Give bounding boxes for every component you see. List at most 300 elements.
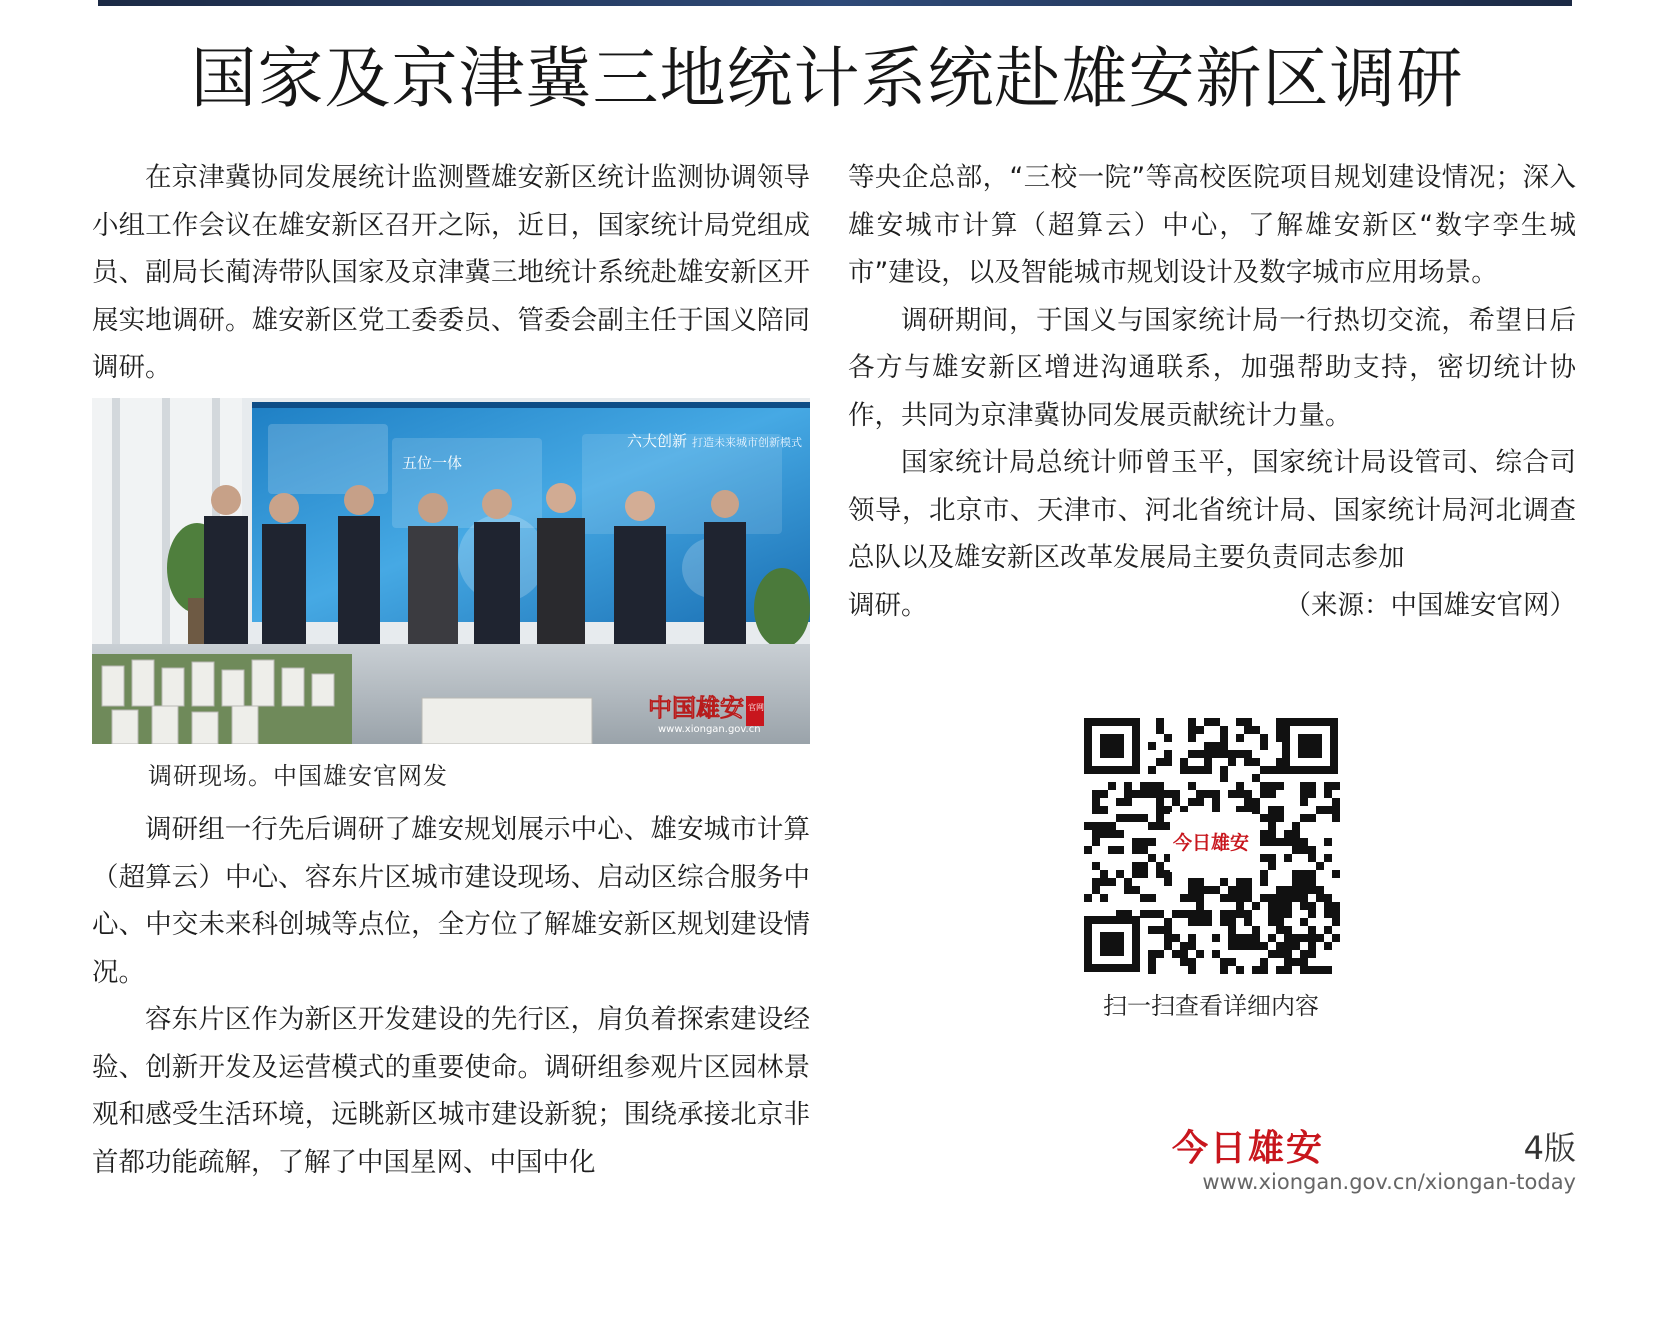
qr-module bbox=[1260, 734, 1268, 742]
qr-module bbox=[1260, 782, 1268, 790]
qr-module bbox=[1220, 766, 1228, 774]
qr-module bbox=[1220, 894, 1228, 902]
qr-module bbox=[1268, 838, 1276, 846]
qr-module bbox=[1124, 886, 1132, 894]
qr-module bbox=[1108, 822, 1116, 830]
qr-module bbox=[1244, 894, 1252, 902]
qr-module bbox=[1116, 830, 1124, 838]
qr-module bbox=[1156, 926, 1164, 934]
screen-text: 五位一体 bbox=[402, 454, 463, 472]
qr-module bbox=[1284, 838, 1292, 846]
qr-module bbox=[1204, 766, 1212, 774]
qr-module bbox=[1268, 790, 1276, 798]
qr-module bbox=[1276, 782, 1284, 790]
qr-module bbox=[1180, 758, 1188, 766]
qr-module bbox=[1196, 750, 1204, 758]
qr-module bbox=[1268, 782, 1276, 790]
qr-module bbox=[1084, 846, 1092, 854]
qr-module bbox=[1244, 918, 1252, 926]
qr-module bbox=[1100, 870, 1108, 878]
right-column bbox=[848, 154, 1576, 629]
qr-module bbox=[1260, 830, 1268, 838]
qr-module bbox=[1204, 742, 1212, 750]
qr-module bbox=[1324, 910, 1332, 918]
qr-module bbox=[1244, 718, 1252, 726]
qr-module bbox=[1156, 910, 1164, 918]
qr-module bbox=[1108, 830, 1116, 838]
qr-module bbox=[1276, 902, 1284, 910]
qr-module bbox=[1236, 910, 1244, 918]
qr-module bbox=[1212, 742, 1220, 750]
qr-module bbox=[1196, 910, 1204, 918]
qr-module bbox=[1108, 782, 1116, 790]
qr-module bbox=[1244, 878, 1252, 886]
qr-module bbox=[1164, 918, 1172, 926]
qr-module bbox=[1308, 878, 1316, 886]
qr-module bbox=[1300, 966, 1308, 974]
qr-module bbox=[1276, 918, 1284, 926]
qr-module bbox=[1164, 926, 1172, 934]
qr-module bbox=[1244, 886, 1252, 894]
qr-module bbox=[1236, 934, 1244, 942]
qr-module bbox=[1140, 782, 1148, 790]
qr-module bbox=[1292, 934, 1300, 942]
qr-module bbox=[1220, 878, 1228, 886]
qr-module bbox=[1244, 758, 1252, 766]
qr-module bbox=[1276, 886, 1284, 894]
qr-module bbox=[1284, 830, 1292, 838]
qr-module bbox=[1228, 886, 1236, 894]
qr-module bbox=[1148, 766, 1156, 774]
qr-module bbox=[1100, 894, 1108, 902]
qr-module bbox=[1252, 774, 1260, 782]
qr-module bbox=[1084, 822, 1092, 830]
qr-module bbox=[1308, 950, 1316, 958]
qr-module bbox=[1164, 734, 1172, 742]
qr-module bbox=[1260, 894, 1268, 902]
qr-module bbox=[1172, 798, 1180, 806]
qr-module bbox=[1220, 734, 1228, 742]
qr-module bbox=[1092, 862, 1100, 870]
qr-module bbox=[1316, 934, 1324, 942]
qr-module bbox=[1204, 910, 1212, 918]
qr-module bbox=[1092, 886, 1100, 894]
qr-module bbox=[1260, 966, 1268, 974]
qr-module bbox=[1164, 934, 1172, 942]
qr-module bbox=[1140, 894, 1148, 902]
qr-module bbox=[1156, 758, 1164, 766]
qr-module bbox=[1244, 934, 1252, 942]
footer-url[interactable]: www.xiongan.gov.cn/xiongan-today bbox=[1202, 1170, 1576, 1194]
qr-module bbox=[1260, 958, 1268, 966]
qr-module bbox=[1116, 846, 1124, 854]
qr-module bbox=[1324, 782, 1332, 790]
qr-module bbox=[1252, 758, 1260, 766]
qr-module bbox=[1236, 942, 1244, 950]
qr-module bbox=[1292, 870, 1300, 878]
qr-module bbox=[1252, 726, 1260, 734]
qr-module bbox=[1188, 942, 1196, 950]
qr-module bbox=[1308, 886, 1316, 894]
qr-module bbox=[1172, 934, 1180, 942]
qr-module bbox=[1300, 814, 1308, 822]
qr-module bbox=[1260, 766, 1268, 774]
qr-module bbox=[1196, 790, 1204, 798]
qr-module bbox=[1324, 790, 1332, 798]
qr-module bbox=[1292, 958, 1300, 966]
qr-module bbox=[1236, 790, 1244, 798]
qr-module bbox=[1244, 942, 1252, 950]
qr-module bbox=[1300, 918, 1308, 926]
qr-module bbox=[1108, 878, 1116, 886]
left-column-lower bbox=[92, 806, 810, 1186]
qr-module bbox=[1332, 806, 1340, 814]
qr-module bbox=[1204, 750, 1212, 758]
qr-code[interactable] bbox=[1082, 716, 1340, 974]
qr-module bbox=[1180, 766, 1188, 774]
qr-module bbox=[1276, 806, 1284, 814]
qr-module bbox=[1228, 942, 1236, 950]
qr-module bbox=[1284, 942, 1292, 950]
qr-module bbox=[1092, 806, 1100, 814]
qr-module bbox=[1180, 942, 1188, 950]
qr-module bbox=[1228, 894, 1236, 902]
qr-module bbox=[1268, 918, 1276, 926]
qr-module bbox=[1284, 886, 1292, 894]
qr-module bbox=[1300, 886, 1308, 894]
qr-module bbox=[1300, 870, 1308, 878]
qr-module bbox=[1308, 910, 1316, 918]
qr-module bbox=[1324, 966, 1332, 974]
qr-module bbox=[1284, 926, 1292, 934]
qr-module bbox=[1188, 734, 1196, 742]
qr-module bbox=[1284, 854, 1292, 862]
qr-module bbox=[1148, 910, 1156, 918]
qr-module bbox=[1196, 798, 1204, 806]
qr-module bbox=[1220, 958, 1228, 966]
qr-module bbox=[1236, 718, 1244, 726]
qr-module bbox=[1220, 726, 1228, 734]
qr-module bbox=[1188, 766, 1196, 774]
qr-module bbox=[1196, 918, 1204, 926]
qr-module bbox=[1148, 966, 1156, 974]
qr-module bbox=[1292, 942, 1300, 950]
qr-module bbox=[1292, 886, 1300, 894]
qr-module bbox=[1244, 798, 1252, 806]
qr-module bbox=[1212, 718, 1220, 726]
qr-module bbox=[1236, 750, 1244, 758]
qr-module bbox=[1308, 934, 1316, 942]
qr-module bbox=[1228, 910, 1236, 918]
qr-module bbox=[1316, 966, 1324, 974]
qr-module bbox=[1292, 894, 1300, 902]
qr-module bbox=[1116, 870, 1124, 878]
qr-module bbox=[1156, 806, 1164, 814]
qr-module bbox=[1324, 942, 1332, 950]
qr-module bbox=[1212, 798, 1220, 806]
qr-module bbox=[1308, 782, 1316, 790]
qr-module bbox=[1324, 838, 1332, 846]
qr-module bbox=[1268, 950, 1276, 958]
left-column bbox=[92, 154, 810, 392]
qr-module bbox=[1292, 846, 1300, 854]
qr-module bbox=[1268, 854, 1276, 862]
qr-module bbox=[1092, 838, 1100, 846]
qr-module bbox=[1228, 758, 1236, 766]
qr-module bbox=[1092, 790, 1100, 798]
qr-module bbox=[1180, 894, 1188, 902]
qr-module bbox=[1260, 854, 1268, 862]
qr-module bbox=[1140, 846, 1148, 854]
qr-module bbox=[1228, 934, 1236, 942]
qr-module bbox=[1092, 830, 1100, 838]
qr-module bbox=[1132, 886, 1140, 894]
qr-module bbox=[1148, 894, 1156, 902]
qr-module bbox=[1204, 918, 1212, 926]
qr-module bbox=[1300, 838, 1308, 846]
qr-module bbox=[1228, 750, 1236, 758]
qr-module bbox=[1316, 862, 1324, 870]
qr-module bbox=[1132, 870, 1140, 878]
qr-module bbox=[1156, 718, 1164, 726]
qr-module bbox=[1132, 790, 1140, 798]
headline: 国家及京津冀三地统计系统赴雄安新区调研 bbox=[190, 40, 1464, 117]
qr-module bbox=[1164, 758, 1172, 766]
qr-module bbox=[1300, 790, 1308, 798]
article-paragraph: 在京津冀协同发展统计监测暨雄安新区统计监测协调领导小组工作会议在雄安新区召开之际，近日，国家统计局党组成员、副局长蔺涛带队国家及京津冀三地统计系统赴雄安新区开展实地调研。雄安新区党工委委员、管委会副主任于国义陪同调研。 bbox=[92, 162, 810, 383]
qr-module bbox=[1196, 902, 1204, 910]
qr-module bbox=[1316, 806, 1324, 814]
qr-module bbox=[1284, 902, 1292, 910]
qr-module bbox=[1164, 878, 1172, 886]
qr-module bbox=[1188, 918, 1196, 926]
qr-module bbox=[1156, 822, 1164, 830]
qr-module bbox=[1260, 878, 1268, 886]
photo-watermark-url: www.xiongan.gov.cn bbox=[658, 724, 761, 735]
qr-module bbox=[1252, 934, 1260, 942]
article-paragraph: 调研组一行先后调研了雄安规划展示中心、雄安城市计算（超算云）中心、容东片区城市建设现场、启动区综合服务中心、中交未来科创城等点位，全方位了解雄安新区规划建设情况。 bbox=[92, 814, 810, 988]
qr-module bbox=[1156, 862, 1164, 870]
qr-module bbox=[1260, 790, 1268, 798]
qr-module bbox=[1148, 950, 1156, 958]
qr-module bbox=[1268, 894, 1276, 902]
qr-module bbox=[1276, 814, 1284, 822]
qr-module bbox=[1260, 870, 1268, 878]
qr-module bbox=[1332, 814, 1340, 822]
qr-module bbox=[1156, 870, 1164, 878]
qr-module bbox=[1148, 958, 1156, 966]
qr-module bbox=[1220, 750, 1228, 758]
qr-module bbox=[1092, 822, 1100, 830]
qr-module bbox=[1324, 894, 1332, 902]
qr-module bbox=[1180, 950, 1188, 958]
photo-watermark: 中国雄安 bbox=[648, 693, 744, 722]
qr-module bbox=[1228, 958, 1236, 966]
qr-module bbox=[1276, 942, 1284, 950]
qr-module bbox=[1276, 966, 1284, 974]
qr-module bbox=[1148, 782, 1156, 790]
qr-module bbox=[1124, 798, 1132, 806]
qr-module bbox=[1116, 814, 1124, 822]
qr-module bbox=[1148, 742, 1156, 750]
qr-module bbox=[1156, 726, 1164, 734]
page-number: 4版 bbox=[1523, 1129, 1576, 1167]
qr-module bbox=[1268, 862, 1276, 870]
qr-module bbox=[1196, 886, 1204, 894]
footer-logo: 今日雄安 bbox=[1172, 1127, 1325, 1169]
qr-module bbox=[1292, 838, 1300, 846]
qr-module bbox=[1308, 966, 1316, 974]
qr-module bbox=[1244, 790, 1252, 798]
qr-module bbox=[1180, 910, 1188, 918]
qr-module bbox=[1332, 782, 1340, 790]
qr-module bbox=[1308, 902, 1316, 910]
qr-module bbox=[1100, 830, 1108, 838]
qr-module bbox=[1172, 910, 1180, 918]
qr-module bbox=[1252, 902, 1260, 910]
qr-module bbox=[1132, 838, 1140, 846]
qr-module bbox=[1284, 958, 1292, 966]
qr-module bbox=[1300, 902, 1308, 910]
qr-module bbox=[1132, 846, 1140, 854]
qr-module bbox=[1196, 950, 1204, 958]
qr-module bbox=[1300, 846, 1308, 854]
qr-module bbox=[1188, 934, 1196, 942]
qr-module bbox=[1236, 886, 1244, 894]
qr-module bbox=[1276, 838, 1284, 846]
qr-module bbox=[1212, 750, 1220, 758]
qr-module bbox=[1260, 814, 1268, 822]
qr-module bbox=[1188, 718, 1196, 726]
qr-module bbox=[1300, 782, 1308, 790]
qr-module bbox=[1140, 910, 1148, 918]
qr-module bbox=[1196, 894, 1204, 902]
qr-module bbox=[1268, 766, 1276, 774]
qr-module bbox=[1324, 902, 1332, 910]
qr-module bbox=[1092, 798, 1100, 806]
qr-module bbox=[1284, 894, 1292, 902]
qr-module bbox=[1244, 726, 1252, 734]
qr-module bbox=[1204, 718, 1212, 726]
qr-module bbox=[1324, 854, 1332, 862]
qr-module bbox=[1276, 894, 1284, 902]
qr-module bbox=[1148, 926, 1156, 934]
qr-module bbox=[1148, 790, 1156, 798]
qr-module bbox=[1108, 846, 1116, 854]
qr-module bbox=[1276, 950, 1284, 958]
qr-module bbox=[1180, 958, 1188, 966]
qr-module bbox=[1268, 910, 1276, 918]
qr-module bbox=[1148, 854, 1156, 862]
qr-module bbox=[1276, 910, 1284, 918]
qr-module bbox=[1204, 758, 1212, 766]
qr-module bbox=[1300, 894, 1308, 902]
qr-module bbox=[1252, 926, 1260, 934]
qr-module bbox=[1100, 790, 1108, 798]
qr-module bbox=[1268, 806, 1276, 814]
qr-module bbox=[1140, 870, 1148, 878]
qr-module bbox=[1164, 790, 1172, 798]
qr-module bbox=[1300, 798, 1308, 806]
qr-module bbox=[1308, 846, 1316, 854]
qr-module bbox=[1124, 790, 1132, 798]
qr-module bbox=[1260, 838, 1268, 846]
qr-module bbox=[1156, 790, 1164, 798]
qr-module bbox=[1236, 966, 1244, 974]
qr-module bbox=[1292, 830, 1300, 838]
qr-module bbox=[1220, 966, 1228, 974]
qr-module bbox=[1300, 878, 1308, 886]
qr-module bbox=[1100, 878, 1108, 886]
qr-module bbox=[1260, 942, 1268, 950]
qr-module bbox=[1204, 886, 1212, 894]
qr-module bbox=[1276, 926, 1284, 934]
screen-text: 打造未来城市创新模式 bbox=[692, 436, 802, 449]
qr-module bbox=[1332, 798, 1340, 806]
qr-module bbox=[1324, 806, 1332, 814]
qr-module bbox=[1284, 910, 1292, 918]
qr-module bbox=[1148, 822, 1156, 830]
qr-module bbox=[1244, 910, 1252, 918]
qr-module bbox=[1332, 870, 1340, 878]
qr-module bbox=[1132, 814, 1140, 822]
qr-module bbox=[1188, 910, 1196, 918]
qr-module bbox=[1188, 782, 1196, 790]
qr-module bbox=[1188, 886, 1196, 894]
qr-module bbox=[1308, 854, 1316, 862]
qr-module bbox=[1156, 782, 1164, 790]
qr-module bbox=[1228, 790, 1236, 798]
qr-module bbox=[1316, 894, 1324, 902]
qr-module bbox=[1212, 886, 1220, 894]
qr-module bbox=[1284, 934, 1292, 942]
qr-module bbox=[1140, 790, 1148, 798]
qr-module bbox=[1132, 862, 1140, 870]
qr-module bbox=[1196, 878, 1204, 886]
qr-module bbox=[1220, 910, 1228, 918]
photo-caption: 调研现场。中国雄安官网发 bbox=[148, 762, 448, 790]
qr-module bbox=[1140, 862, 1148, 870]
qr-module bbox=[1100, 822, 1108, 830]
qr-module bbox=[1332, 934, 1340, 942]
qr-center-logo: 今日雄安 bbox=[1172, 832, 1250, 854]
qr-module bbox=[1196, 766, 1204, 774]
qr-module bbox=[1124, 814, 1132, 822]
qr-module bbox=[1300, 958, 1308, 966]
top-rule bbox=[98, 0, 1572, 6]
qr-module bbox=[1236, 782, 1244, 790]
qr-module bbox=[1308, 942, 1316, 950]
qr-module bbox=[1228, 926, 1236, 934]
qr-module bbox=[1164, 942, 1172, 950]
qr-module bbox=[1116, 798, 1124, 806]
qr-module bbox=[1308, 926, 1316, 934]
qr-module bbox=[1236, 734, 1244, 742]
qr-module bbox=[1188, 894, 1196, 902]
qr-module bbox=[1300, 950, 1308, 958]
article-paragraph: 国家统计局总统计师曾玉平，国家统计局设管司、综合司领导，北京市、天津市、河北省统计局、国家统计局河北调查总队以及雄安新区改革发展局主要负责同志参加 bbox=[848, 447, 1576, 573]
qr-module bbox=[1172, 950, 1180, 958]
qr-module bbox=[1196, 726, 1204, 734]
qr-module bbox=[1252, 806, 1260, 814]
article-paragraph: 调研期间，于国义与国家统计局一行热切交流，希望日后各方与雄安新区增进沟通联系，加强帮助支持，密切统计协作，共同为京津冀协同发展贡献统计力量。 bbox=[848, 304, 1576, 431]
qr-module bbox=[1308, 870, 1316, 878]
qr-module bbox=[1172, 790, 1180, 798]
qr-module bbox=[1268, 814, 1276, 822]
article-paragraph: 等央企总部，“三校一院”等高校医院项目规划建设情况；深入雄安城市计算（超算云）中心，了解雄安新区“数字孪生城市”建设，以及智能城市规划设计及数字城市应用场景。 bbox=[848, 162, 1576, 288]
qr-module bbox=[1124, 878, 1132, 886]
qr-module bbox=[1292, 878, 1300, 886]
